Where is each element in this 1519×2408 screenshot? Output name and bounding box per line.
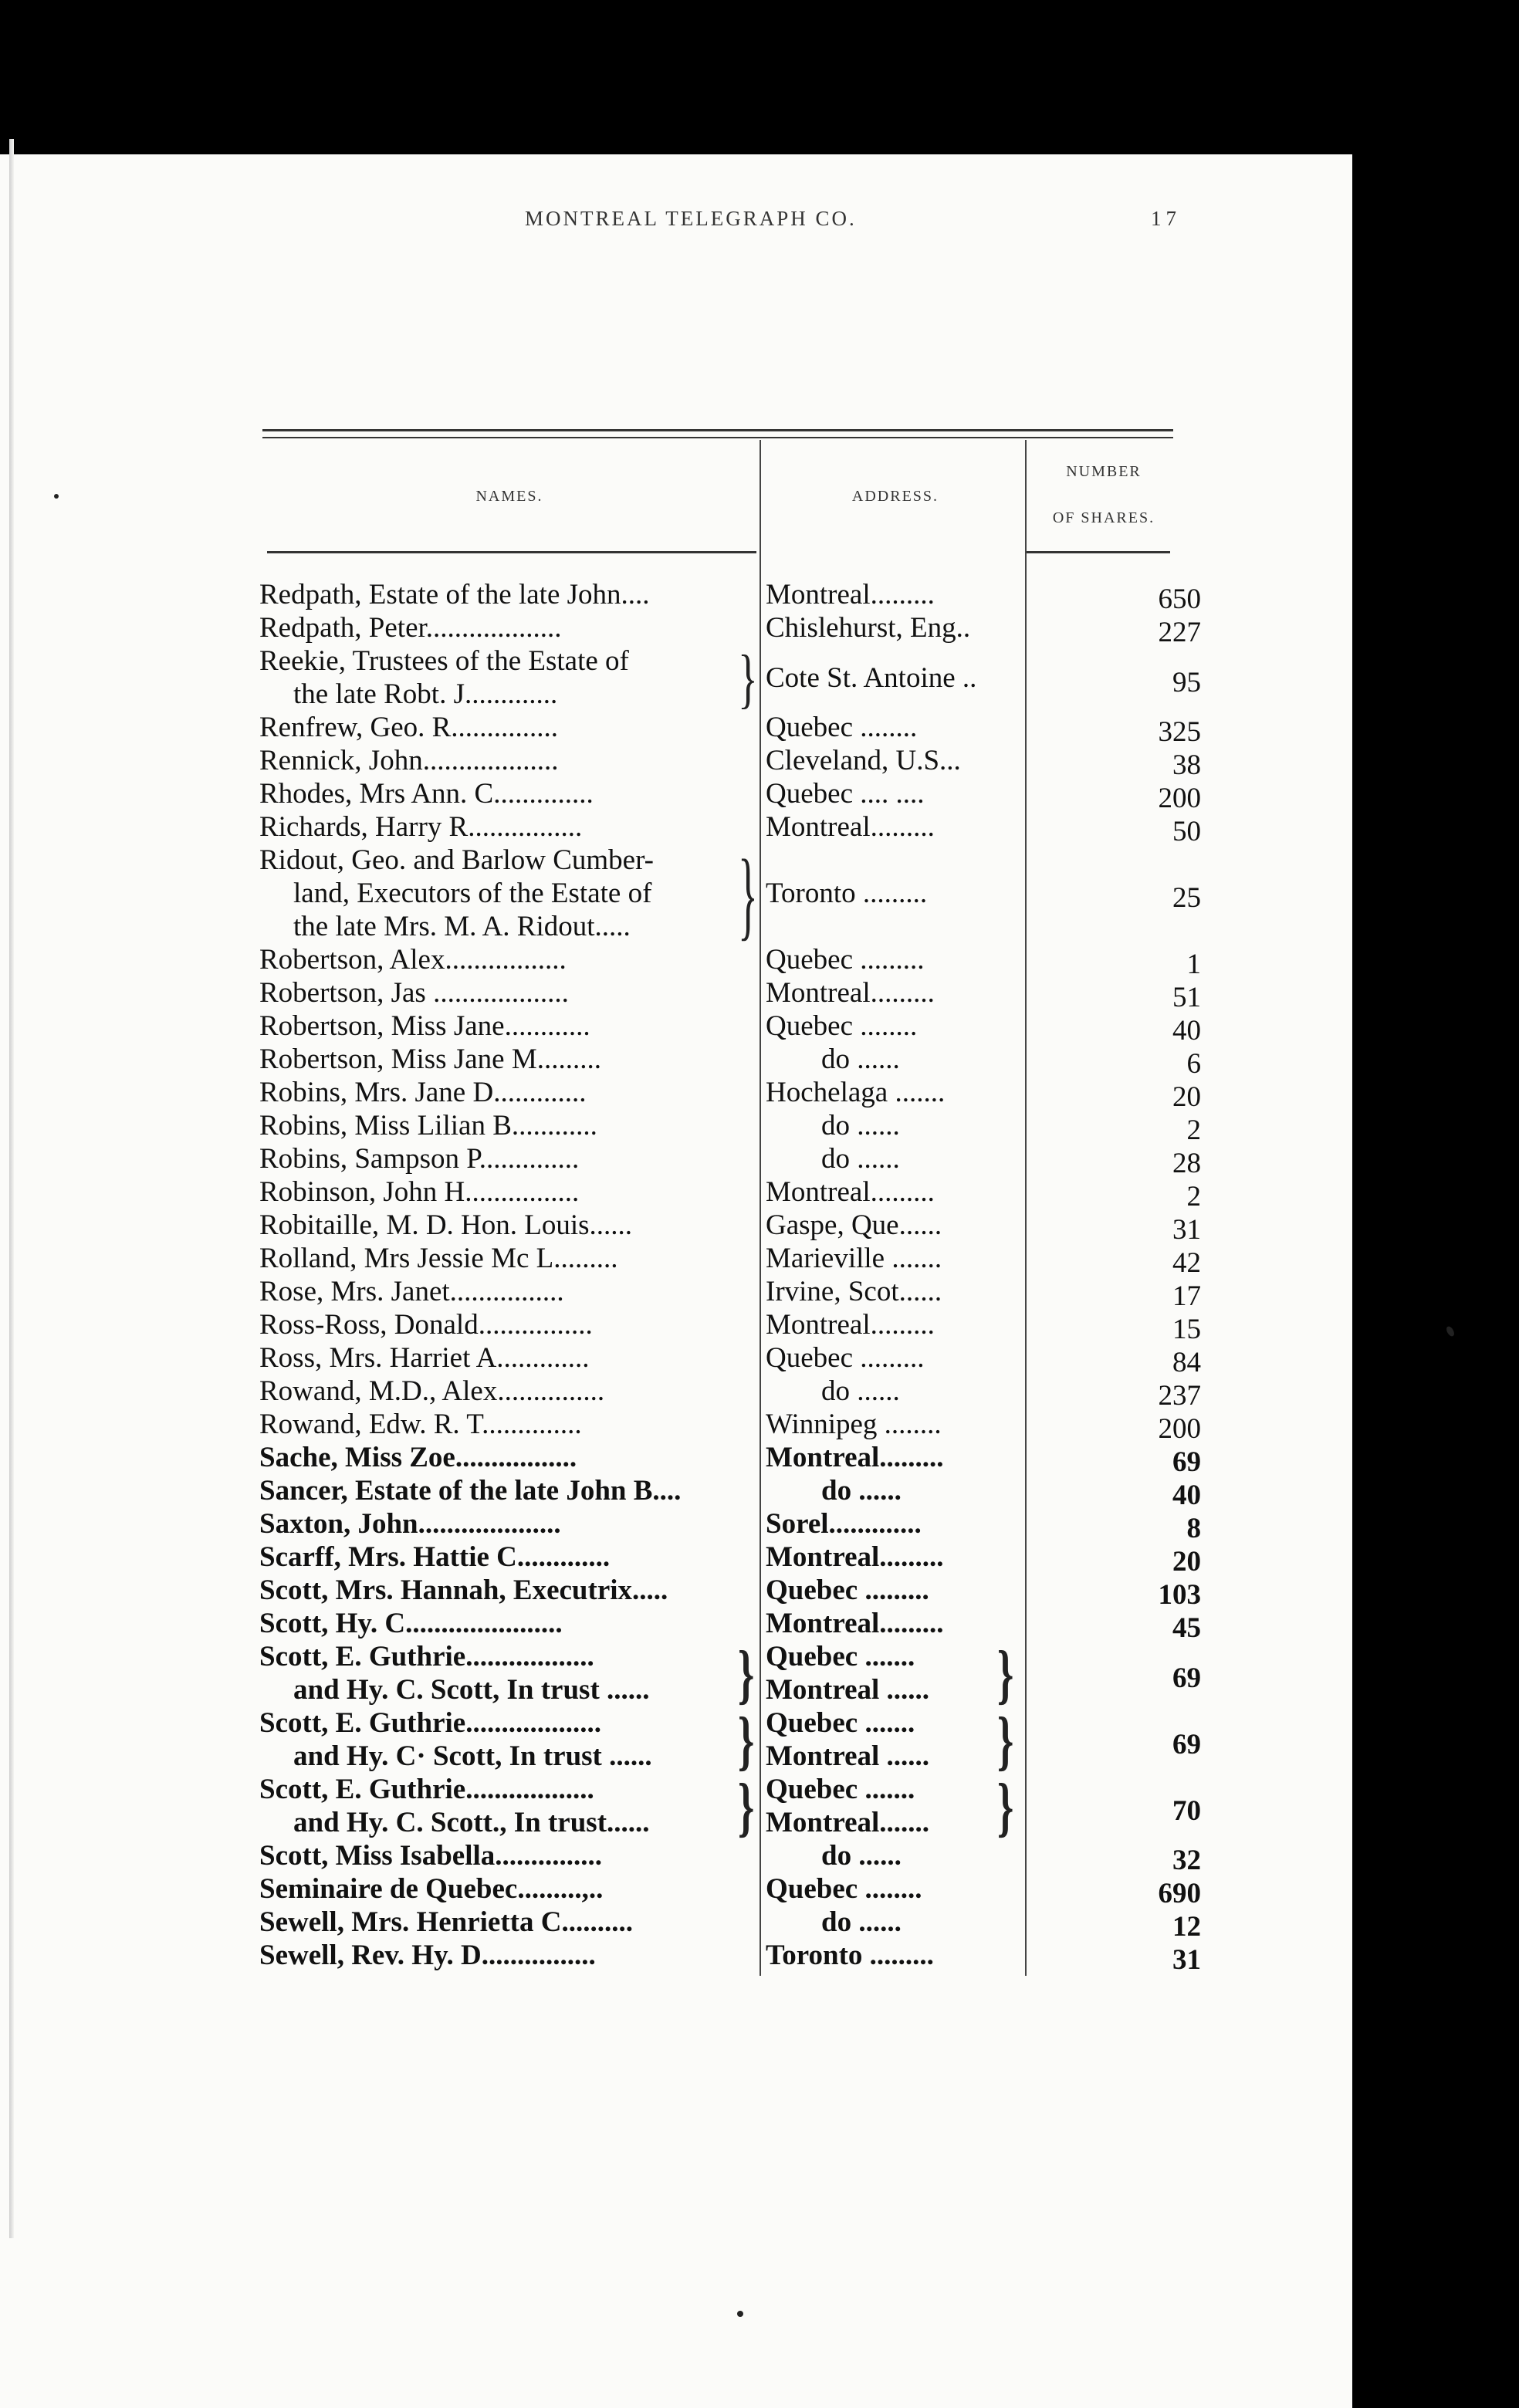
brace-mark: } xyxy=(997,1770,1014,1844)
table-row xyxy=(259,579,1201,615)
name-cell xyxy=(259,1703,755,1777)
shareholder-name: Scott, Miss Isabella............... xyxy=(259,1840,602,1872)
shareholder-address: do ...... xyxy=(821,1110,900,1141)
share-count: 12 xyxy=(1172,1911,1201,1943)
brace-mark: } xyxy=(738,1637,755,1711)
speck xyxy=(1445,1325,1456,1338)
shareholder-address: Quebec ......... xyxy=(766,1342,925,1374)
share-count: 69 xyxy=(1172,1662,1201,1694)
share-count: 45 xyxy=(1172,1612,1201,1644)
shareholder-name: Ridout, Geo. and Barlow Cumber- xyxy=(259,844,655,876)
table-row xyxy=(259,1873,1201,1909)
name-cell xyxy=(259,1541,753,1574)
shareholder-address: Sorel............. xyxy=(766,1508,922,1540)
brace-mark: } xyxy=(997,1637,1014,1711)
shareholder-address: Montreal......... xyxy=(766,811,935,843)
shareholder-name: Robertson, Jas ................... xyxy=(259,977,569,1009)
shareholder-address: Chislehurst, Eng.. xyxy=(766,612,971,644)
table-row xyxy=(259,1110,1201,1146)
page-number: 17 xyxy=(1151,207,1181,230)
name-cell xyxy=(259,1309,753,1342)
share-count: 200 xyxy=(1158,1413,1201,1445)
name-cell xyxy=(259,1176,753,1209)
share-count: 95 xyxy=(1172,666,1201,698)
table-row xyxy=(259,745,1201,781)
shareholder-address: Montreal......... xyxy=(766,1309,935,1341)
name-cell xyxy=(259,1110,753,1143)
shareholder-address: Montreal....... xyxy=(766,1807,930,1838)
table-row xyxy=(259,1043,1201,1080)
share-count: 2 xyxy=(1186,1114,1201,1146)
share-count: 17 xyxy=(1172,1280,1201,1312)
table-row xyxy=(259,1342,1201,1378)
shareholder-name: Robertson, Miss Jane............ xyxy=(259,1010,590,1042)
shareholder-name: Ross, Mrs. Harriet A............. xyxy=(259,1342,590,1374)
table-row xyxy=(259,1574,1201,1611)
shareholder-address: do ...... xyxy=(821,1475,902,1507)
share-count: 38 xyxy=(1172,749,1201,781)
name-cell xyxy=(259,1840,753,1873)
shareholder-address: Montreal......... xyxy=(766,1442,944,1473)
name-cell xyxy=(259,1077,753,1110)
table-row xyxy=(259,1409,1201,1445)
shareholder-name: and Hy. C· Scott, In trust ...... xyxy=(293,1740,652,1772)
shareholder-name: Robins, Mrs. Jane D............. xyxy=(259,1077,587,1108)
shareholder-name: Ross-Ross, Donald................ xyxy=(259,1309,593,1341)
table-row xyxy=(259,778,1201,814)
shareholder-name: Robins, Sampson P.............. xyxy=(259,1143,580,1175)
shareholder-address: Cote St. Antoine .. xyxy=(766,661,977,694)
share-count: 42 xyxy=(1172,1247,1201,1279)
name-cell xyxy=(259,1276,753,1309)
table-row xyxy=(259,1276,1201,1312)
shareholder-address: Montreal ...... xyxy=(766,1674,930,1706)
name-cell xyxy=(259,745,753,778)
share-count: 51 xyxy=(1172,982,1201,1013)
shareholder-name: Rhodes, Mrs Ann. C.............. xyxy=(259,778,594,810)
shareholder-address: do ...... xyxy=(821,1143,900,1175)
header-rule xyxy=(262,429,1173,431)
shareholder-name: Robitaille, M. D. Hon. Louis...... xyxy=(259,1209,633,1241)
shareholder-name: Rennick, John................... xyxy=(259,745,559,776)
shareholder-name: Scott, Mrs. Hannah, Executrix..... xyxy=(259,1574,668,1606)
share-count: 2 xyxy=(1186,1181,1201,1212)
table-row xyxy=(259,641,1201,715)
name-cell xyxy=(259,712,753,745)
table-row xyxy=(259,811,1201,847)
share-count: 40 xyxy=(1172,1480,1201,1511)
table-row xyxy=(259,838,1201,950)
shareholder-name: the late Robt. J............. xyxy=(293,678,558,710)
shareholder-address: Quebec ....... xyxy=(766,1707,915,1739)
name-cell xyxy=(259,811,753,844)
share-count: 69 xyxy=(1172,1446,1201,1478)
table-row xyxy=(259,1840,1201,1876)
brace-mark: } xyxy=(738,1770,755,1844)
name-cell xyxy=(259,838,758,950)
shareholder-address: Montreal ...... xyxy=(766,1740,930,1772)
shareholder-name: Scott, E. Guthrie.................. xyxy=(259,1774,594,1805)
table-row xyxy=(259,1637,1201,1711)
table-row xyxy=(259,1176,1201,1212)
shareholder-address: Quebec ....... xyxy=(766,1641,915,1672)
name-cell xyxy=(259,1508,753,1541)
share-count: 70 xyxy=(1172,1794,1201,1827)
shareholder-name: Sewell, Mrs. Henrietta C.......... xyxy=(259,1906,633,1938)
brace-mark: } xyxy=(738,641,758,715)
table-row xyxy=(259,1143,1201,1179)
table-row xyxy=(259,712,1201,748)
name-cell xyxy=(259,1906,753,1940)
shareholder-address: Irvine, Scot...... xyxy=(766,1276,942,1307)
table-row xyxy=(259,1770,1201,1844)
shareholder-name: and Hy. C. Scott., In trust...... xyxy=(293,1807,650,1838)
share-count: 84 xyxy=(1172,1347,1201,1378)
shareholder-address: Quebec ....... xyxy=(766,1774,915,1805)
table-row xyxy=(259,1940,1201,1976)
shareholder-name: Renfrew, Geo. R............... xyxy=(259,712,559,743)
shareholder-name: Scott, E. Guthrie................... xyxy=(259,1707,601,1739)
shareholder-address: Winnipeg ........ xyxy=(766,1409,942,1440)
shareholder-name: Scott, E. Guthrie.................. xyxy=(259,1641,594,1672)
name-cell xyxy=(259,641,758,715)
shareholder-name: Sache, Miss Zoe................. xyxy=(259,1442,577,1473)
shareholder-name: Robertson, Miss Jane M......... xyxy=(259,1043,601,1075)
shareholder-name: and Hy. C. Scott, In trust ...... xyxy=(293,1674,650,1706)
share-count: 20 xyxy=(1172,1546,1201,1578)
shareholder-address: Montreal......... xyxy=(766,1541,944,1573)
shareholder-name: the late Mrs. M. A. Ridout..... xyxy=(293,911,631,942)
shareholder-address: Gaspe, Que...... xyxy=(766,1209,942,1241)
shareholder-address: Quebec ........ xyxy=(766,1873,922,1905)
shareholder-name: Rowand, M.D., Alex............... xyxy=(259,1375,605,1407)
table-row xyxy=(259,1508,1201,1544)
shareholder-name: land, Executors of the Estate of xyxy=(293,878,652,909)
share-count: 325 xyxy=(1158,716,1201,748)
running-header xyxy=(255,207,1181,238)
shareholder-address: Quebec ......... xyxy=(766,944,925,976)
column-header-rule xyxy=(1025,551,1170,553)
name-cell xyxy=(259,1342,753,1375)
name-cell xyxy=(259,1637,755,1711)
brace-mark: } xyxy=(738,838,758,950)
brace-mark: } xyxy=(738,1703,755,1777)
speck xyxy=(54,494,59,499)
shareholder-name: Sancer, Estate of the late John B.... xyxy=(259,1475,682,1507)
name-cell xyxy=(259,612,753,645)
name-cell xyxy=(259,1209,753,1243)
table-row xyxy=(259,1209,1201,1246)
name-cell xyxy=(259,1574,753,1608)
name-cell xyxy=(259,1375,753,1409)
shareholder-name: Redpath, Estate of the late John.... xyxy=(259,579,650,610)
share-count: 69 xyxy=(1172,1728,1201,1760)
share-count: 28 xyxy=(1172,1148,1201,1179)
shareholder-name: Saxton, John.................... xyxy=(259,1508,561,1540)
shareholder-address: Quebec ........ xyxy=(766,1010,918,1042)
share-count: 40 xyxy=(1172,1015,1201,1047)
share-count: 200 xyxy=(1158,783,1201,814)
brace-mark: } xyxy=(997,1703,1014,1777)
name-cell xyxy=(259,1243,753,1276)
shareholder-address: Montreal......... xyxy=(766,579,935,610)
share-count: 50 xyxy=(1172,816,1201,847)
shareholder-address: Toronto ......... xyxy=(766,878,928,909)
shareholder-address: Toronto ......... xyxy=(766,1940,934,1971)
shareholder-name: Scott, Hy. C...................... xyxy=(259,1608,563,1639)
shareholder-address: Quebec ......... xyxy=(766,1574,929,1606)
name-cell xyxy=(259,1770,755,1844)
share-count: 8 xyxy=(1186,1513,1201,1544)
shareholder-name: Reekie, Trustees of the Estate of xyxy=(259,645,629,677)
page-title: MONTREAL TELEGRAPH CO. xyxy=(525,207,857,230)
column-header-shares: NUMBER xyxy=(1066,463,1142,480)
table-row xyxy=(259,1442,1201,1478)
shareholder-name: Redpath, Peter................... xyxy=(259,612,562,644)
share-count: 650 xyxy=(1158,583,1201,615)
name-cell xyxy=(259,944,753,977)
share-count: 20 xyxy=(1172,1081,1201,1113)
name-cell xyxy=(259,1608,753,1641)
share-count: 32 xyxy=(1172,1845,1201,1876)
shareholder-address: Montreal......... xyxy=(766,1176,935,1208)
table-row xyxy=(259,1608,1201,1644)
name-cell xyxy=(259,1043,753,1077)
shareholder-address: Cleveland, U.S... xyxy=(766,745,961,776)
shareholder-address: do ...... xyxy=(821,1906,902,1938)
name-cell xyxy=(259,1442,753,1475)
shareholder-address: Marieville ....... xyxy=(766,1243,942,1274)
shareholder-name: Richards, Harry R................ xyxy=(259,811,583,843)
shareholder-address: do ...... xyxy=(821,1375,900,1407)
name-cell xyxy=(259,579,753,612)
name-cell xyxy=(259,778,753,811)
share-count: 25 xyxy=(1172,882,1201,914)
page-spine xyxy=(9,139,14,2238)
shareholder-address: Quebec ........ xyxy=(766,712,918,743)
table-row xyxy=(259,1541,1201,1578)
table-row xyxy=(259,1243,1201,1279)
shareholder-address: do ...... xyxy=(821,1043,900,1075)
name-cell xyxy=(259,1010,753,1043)
shareholder-name: Robins, Miss Lilian B............ xyxy=(259,1110,597,1141)
table-row xyxy=(259,1703,1201,1777)
name-cell xyxy=(259,1873,753,1906)
shareholder-address: Hochelaga ....... xyxy=(766,1077,946,1108)
speck xyxy=(737,2311,743,2317)
share-count: 31 xyxy=(1172,1944,1201,1976)
table-row xyxy=(259,1309,1201,1345)
share-count: 31 xyxy=(1172,1214,1201,1246)
column-header-address: ADDRESS. xyxy=(851,488,939,505)
share-count: 690 xyxy=(1158,1878,1201,1909)
share-count: 237 xyxy=(1158,1380,1201,1412)
shareholder-address: Montreal......... xyxy=(766,977,935,1009)
table-row xyxy=(259,612,1201,648)
table-row xyxy=(259,1475,1201,1511)
name-cell xyxy=(259,977,753,1010)
share-count: 103 xyxy=(1158,1579,1201,1611)
share-count: 1 xyxy=(1186,949,1201,980)
name-cell xyxy=(259,1409,753,1442)
table-row xyxy=(259,1375,1201,1412)
shareholder-name: Robertson, Alex................. xyxy=(259,944,567,976)
shareholder-name: Robinson, John H................ xyxy=(259,1176,580,1208)
table-row xyxy=(259,1906,1201,1943)
name-cell xyxy=(259,1143,753,1176)
shareholder-name: Rolland, Mrs Jessie Mc L......... xyxy=(259,1243,618,1274)
share-count: 15 xyxy=(1172,1314,1201,1345)
shareholder-name: Rowand, Edw. R. T.............. xyxy=(259,1409,582,1440)
shareholder-address: Quebec .... .... xyxy=(766,778,925,810)
table-row xyxy=(259,977,1201,1013)
column-header-rule xyxy=(267,551,756,553)
shareholder-name: Scarff, Mrs. Hattie C............. xyxy=(259,1541,611,1573)
column-header-shares: OF SHARES. xyxy=(1052,509,1155,526)
shareholder-address: do ...... xyxy=(821,1840,902,1872)
name-cell xyxy=(259,1475,753,1508)
header-rule xyxy=(262,437,1173,438)
table-row xyxy=(259,944,1201,980)
column-header-names: NAMES. xyxy=(475,488,543,505)
shareholder-name: Rose, Mrs. Janet................ xyxy=(259,1276,564,1307)
share-count: 227 xyxy=(1158,617,1201,648)
shareholder-address: Montreal......... xyxy=(766,1608,944,1639)
table-row xyxy=(259,1010,1201,1047)
shareholder-name: Sewell, Rev. Hy. D................ xyxy=(259,1940,596,1971)
shareholder-name: Seminaire de Quebec.........,.. xyxy=(259,1873,604,1905)
table-row xyxy=(259,1077,1201,1113)
share-count: 6 xyxy=(1186,1048,1201,1080)
name-cell xyxy=(259,1940,753,1973)
